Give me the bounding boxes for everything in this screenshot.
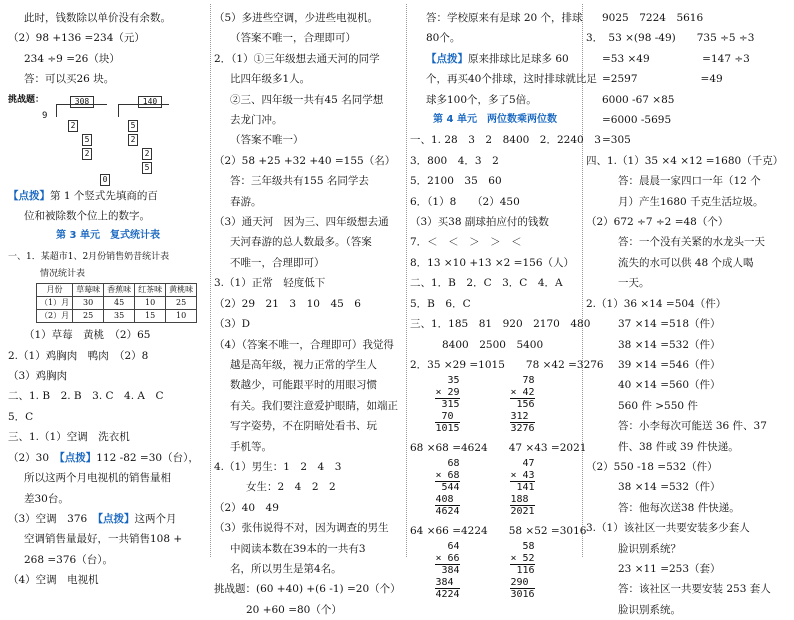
calc-line: 3276 [510,423,535,435]
text-line: =6000 -5695 [602,114,672,127]
table-cell: 35 [104,310,135,323]
text-line: 一、1. 28 3 2 8400 2．2240 3 [410,134,601,147]
table-cell: （2）月 [37,310,73,323]
table-header-cell: 月份 [37,284,73,297]
calc-line: × 42 [510,386,535,398]
stats-table [36,283,197,323]
text-line: 差30台。 [24,492,69,505]
text-line: 答：他每次送38 件快递。 [618,501,740,514]
table-cell: 25 [73,310,104,323]
text-line: 7．＜ ＜ ＞ ＞ ＜ [410,236,522,249]
text-line: 答：三年级共有155 名同学去 [230,175,369,188]
text-line: 112 -82 =30（台）， [96,451,199,464]
calc-line: 78 [522,375,535,387]
text-line: （2）30 [8,451,60,464]
calc-line: 58 [522,541,535,553]
calc-line: × 52 [510,552,535,564]
text-line: 一、1．某超市1、2月份销售奶昔统计表 [8,251,170,262]
text-line: 不唯一，合理即可） [230,256,325,269]
text-line: 一天。 [618,277,650,290]
text-line: 40 ×14 =560（件） [618,379,721,392]
text-line: 8．13 ×10 +13 ×2 =156（人） [410,256,575,269]
text-line: 6000 -67 ×85 [602,93,675,106]
column-divider [210,4,211,557]
text-line: 第 1 个竖式先填商的百 [50,189,158,202]
calc-line: 35 [447,375,460,387]
calc-line: 384 [435,576,454,588]
tip-tag: 【点拨】 [426,52,468,65]
text-line: 5．C [8,410,34,423]
text-line: 3． 53 ×(98 -49) 735 ÷5 ÷3 [586,32,755,45]
text-line: 68 ×68 =4624 47 ×43 =2021 [410,441,587,454]
vertical-calcs [410,375,560,435]
tip-tag: 【点拨】 [8,189,50,202]
text-line: 答：该社区一共要安装 253 套人 [618,583,771,596]
division-puzzle-figure [8,90,208,186]
text-line: （2）98 +136 =234（元） [8,32,145,45]
calc-line: × 66 [435,552,460,564]
calc-line: 4624 [435,506,460,518]
text-line: =2597 =49 [602,73,723,86]
digit-box: 5 [82,134,92,146]
calc-line: 384 [435,564,459,577]
calc-line: 544 [435,481,459,494]
column-3 [410,8,604,604]
table-header-cell: 黄桃味 [166,284,197,297]
text-line: 20 +60 =80（个） [246,603,342,616]
table-cell: 45 [104,297,135,310]
text-line: （3）通天河 因为三、四年级想去通 [214,216,389,229]
text-line: 2.（1）36 ×14 =504（件） [586,297,727,310]
text-line: 9025 7224 5616 [602,12,704,24]
text-line: 23 ×11 =253（套） [618,562,721,575]
division-bracket [118,104,169,117]
text-line: ②三、四年级一共有45 名同学想 [230,93,384,106]
text-line: （3）鸡胸肉 [8,370,68,383]
digit-box: 5 [128,120,138,132]
text-line: 二、1．B 2．C 3．C 4．A [410,277,563,290]
text-line: （3）D [214,318,251,331]
text-line: 37 ×14 =518（件） [618,318,721,331]
calc-line: × 29 [435,386,460,398]
text-line: 越是高年级，视力正常的学生人 [230,358,377,371]
text-line: 中阅读本数在39本的一共有3 [230,542,366,555]
vertical-multiplication [435,541,459,601]
calc-line: 64 [447,541,460,553]
table-header-cell: 香蕉味 [104,284,135,297]
calc-line: 4224 [435,589,460,601]
text-line: （答案不唯一） [230,134,304,147]
text-line: 春游。 [230,195,262,208]
text-line: 脸识别系统。 [618,603,681,616]
table-header-cell: 草莓味 [73,284,104,297]
calc-line: 315 [435,398,459,411]
text-line: 答：小李每次可能送 36 件、37 [618,420,767,433]
vertical-multiplication [435,458,459,518]
text-line: （2）29 21 3 10 45 6 [214,297,361,310]
text-line: 月）产生1680 千克生活垃圾。 [618,195,764,208]
text-line: 位和被除数个位上的数字。 [24,210,150,223]
text-line: 挑战题：(60 +40) +(6 -1) =20（个） [214,583,401,596]
text-line: 2．（1）①三年级想去通天河的同学 [214,52,380,65]
text-line: （4）空调 电视机 [8,574,99,587]
text-line: 6．（1）8 （2）450 [410,195,520,208]
text-line: =305 [602,134,631,147]
text-line: 答：一个没有关紧的水龙头一天 [618,236,765,249]
text-line: 234 ÷9 =26（块） [24,52,120,65]
tip-tag: 【点拨】 [59,451,97,464]
calc-line: 312 [510,410,529,422]
table-header-cell: 红茶味 [135,284,166,297]
text-line: 8400 2500 5400 [442,338,544,351]
calc-line: 68 [447,458,460,470]
column-1 [8,8,208,591]
text-line: 去龙门冲。 [230,114,283,127]
vertical-calcs [410,541,560,601]
vertical-multiplication [435,375,459,435]
challenge-label: 挑战题： [8,94,45,105]
text-line: 2.（1）鸡胸肉 鸭肉 （2）8 [8,349,149,362]
text-line: 空调销售量最好，一共销售108 + [24,533,183,546]
digit-box: 2 [142,148,152,160]
digit-box: 0 [100,174,110,186]
calc-line: × 43 [510,469,535,481]
text-line: 数越少，可能跟平时的用眼习惯 [230,379,377,392]
text-line: 写字姿势，不在阴暗处看书、玩 [230,420,377,433]
unit-heading: 第 4 单元 两位数乘两位数 [433,114,557,126]
vertical-calcs [410,458,560,518]
text-line: 原来排球比足球多 60 [468,52,569,65]
text-line: 件、38 件或 39 件快递。 [618,440,739,453]
quotient-box: 308 [70,96,94,108]
text-line: 4.（1）男生：1 2 4 3 [214,460,342,473]
text-line: 560 件 >550 件 [618,399,698,412]
text-line: （2）550 -18 =532（件） [586,460,718,473]
text-line: 38 ×14 =532（件） [618,338,721,351]
table-cell: （1）月 [37,297,73,310]
table-cell: 15 [135,310,166,323]
text-line: 比四年级多1人。 [230,73,311,86]
text-line: 答：晨晨一家四口一年（12 个 [618,175,761,188]
vertical-multiplication [510,375,534,435]
text-line: 四、1.（1）35 ×4 ×12 =1680（千克） [586,154,784,167]
text-line: （5）多进些空调，少进些电视机。 [214,12,379,24]
calc-line: 2021 [510,506,535,518]
digit-box: 5 [142,162,152,174]
text-line: 2．35 ×29 =1015 78 ×42 =3276 [410,358,604,371]
text-line: 答：学校原来有是球 20 个，排球 [426,12,583,24]
calc-line: 47 [522,458,535,470]
text-line: 球多100个，多了5倍。 [426,93,537,106]
calc-line: 188 [510,493,529,505]
text-line: （1）草莓 黄桃 （2）65 [24,329,151,342]
text-line: 3.（1）该社区一共要安装多少套人 [586,522,750,535]
text-line: （2）58 +25 +32 +40 =155（名） [214,154,396,167]
text-line: 38 ×14 =532（件） [618,481,721,494]
text-line: 268 =376（台）。 [24,553,113,566]
text-line: 流失的水可以供 48 个成人喝 [618,256,754,269]
column-2 [214,8,404,620]
calc-line: 156 [510,398,534,411]
digit-box: 2 [68,120,78,132]
column-4 [586,8,786,620]
text-line: 三、1．185 81 920 2170 480 [410,318,591,331]
text-line: =53 ×49 =147 ÷3 [602,52,750,65]
text-line: （3）空调 376 [8,512,98,525]
text-line: 名，所以男生是第4名。 [230,562,342,575]
text-line: （3）张伟说得不对，因为调查的男生 [214,522,389,535]
text-line: 3.（1）正常 轻度低下 [214,277,326,290]
text-line: （2）672 ÷7 ÷2 =48（个） [586,216,729,229]
text-line: 3．800 4．3 2 [410,154,499,167]
table-cell: 25 [166,297,197,310]
calc-line: 290 [510,576,529,588]
calc-line: 116 [510,564,534,577]
text-line: 39 ×14 =546（件） [618,358,721,371]
table-title: 情况统计表 [40,269,86,280]
text-line: 个，再买40个排球，这时排球就比足 [426,73,597,86]
digit-box: 2 [128,134,138,146]
text-line: 5．2100 35 60 [410,175,502,188]
text-line: 答：可以买26 块。 [24,73,115,86]
text-line: 脸识别系统？ [618,542,681,555]
table-cell: 10 [166,310,197,323]
calc-line: 3016 [510,589,535,601]
column-divider [406,4,407,557]
text-line: 所以这两个月电视机的销售量相 [24,472,171,485]
divisor: 9 [42,110,48,121]
text-line: 女生：2 4 2 2 [246,481,336,494]
text-line: 64 ×66 =4224 58 ×52 =3016 [410,524,587,537]
calc-line: 408 [435,493,454,505]
text-line: 这两个月 [134,512,177,525]
vertical-multiplication [510,541,534,601]
table-cell: 10 [135,297,166,310]
text-line: （4）（答案不唯一，合理即可）我觉得 [214,338,394,351]
text-line: 80个。 [426,32,461,45]
text-line: （2）40 49 [214,501,279,514]
calc-line: 141 [510,481,534,494]
vertical-multiplication [510,458,534,518]
text-line: 三、1.（1）空调 洗衣机 [8,431,130,444]
calc-line: × 68 [435,469,460,481]
text-line: 5．B 6．C [410,297,471,310]
digit-box: 2 [82,148,92,160]
text-line: （答案不唯一，合理即可） [230,32,356,45]
table-cell: 30 [73,297,104,310]
text-line: 此时，钱数除以单价没有余数。 [24,12,171,24]
calc-line: 70 [441,410,454,422]
text-line: 手机等。 [230,440,272,453]
text-line: 天河春游的总人数最多。（答案 [230,236,372,249]
quotient-box: 140 [138,96,162,108]
division-bracket [56,104,107,117]
calc-line: 1015 [435,423,460,435]
tip-tag: 【点拨】 [97,512,135,525]
text-line: 二、1. B 2. B 3. C 4. A C [8,390,164,403]
text-line: （3）买38 副球拍应付的钱数 [410,216,549,229]
text-line: 有关。我们要注意爱护眼睛，如端正 [230,399,398,412]
unit-heading: 第 3 单元 复式统计表 [56,230,160,242]
